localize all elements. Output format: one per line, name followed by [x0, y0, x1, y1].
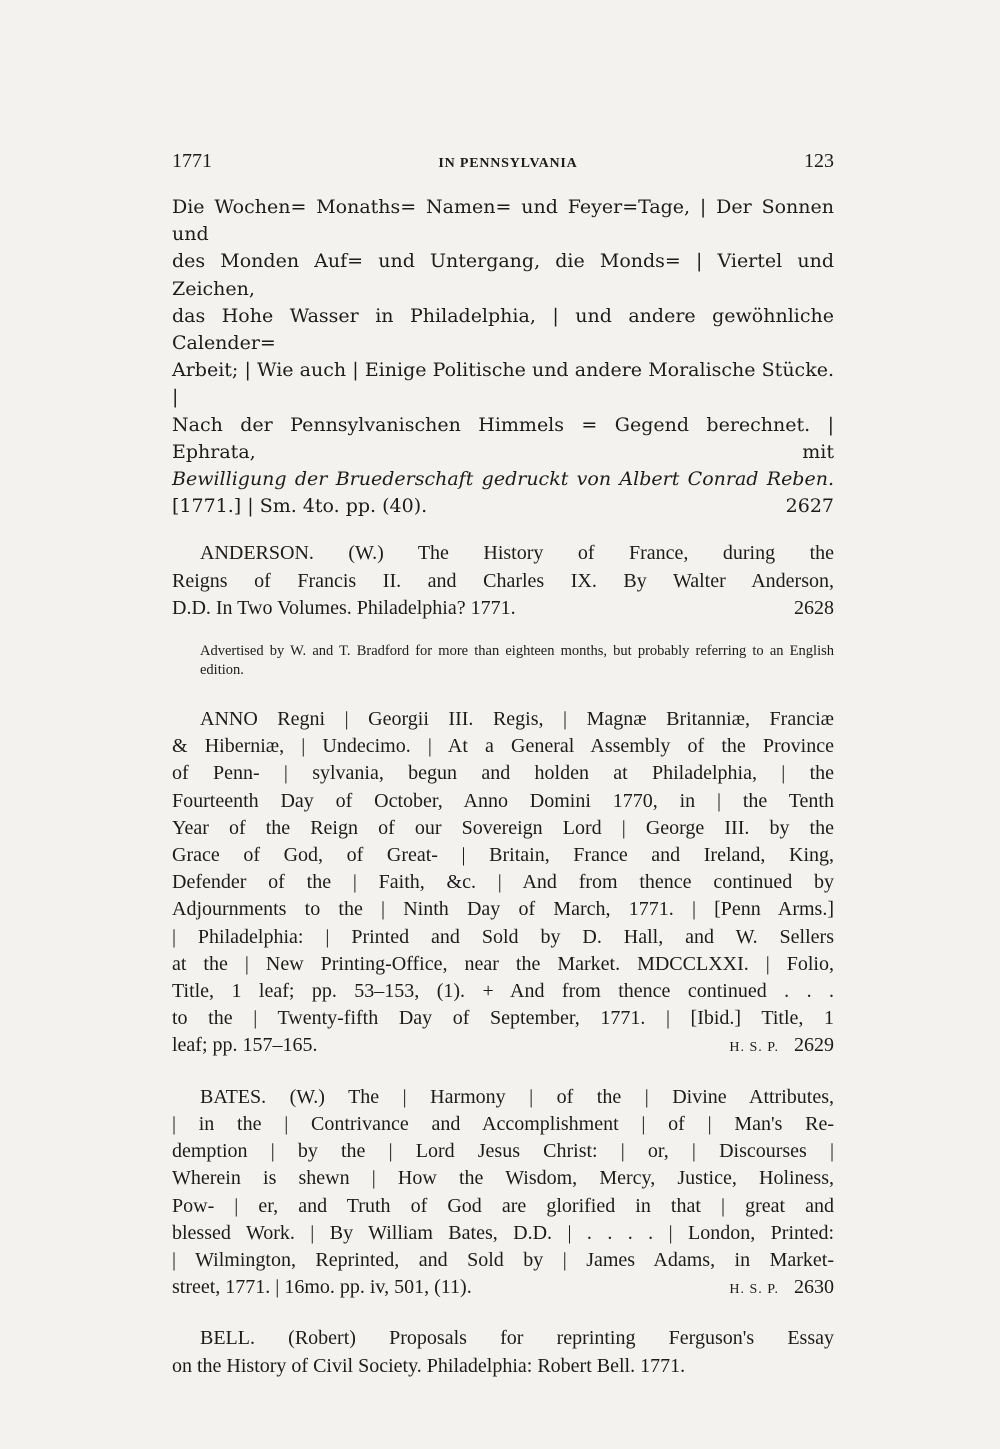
- entry-2630: [172, 1084, 834, 1304]
- entry-line: Adjournments to the | Ninth Day of March, 1771. | [Penn Arms.]: [172, 898, 834, 921]
- entry-number: 2630: [794, 1276, 834, 1299]
- entry-line: das Hohe Wasser in Philadelphia, | und andere gewöhnliche Calender=: [172, 304, 834, 355]
- entry-line: Title, 1 leaf; pp. 53–153, (1). + And from thence continued . . .: [172, 980, 834, 1003]
- entry-last-text: [1771.] | Sm. 4to. pp. (40).: [172, 495, 428, 518]
- entry-line: to the | Twenty-fifth Day of September, 1771. | [Ibid.] Title, 1: [172, 1007, 834, 1030]
- entry-last-line: [172, 1274, 834, 1303]
- entry-number: 2629: [794, 1034, 834, 1057]
- entry-2629: [172, 706, 834, 1062]
- entry-2628: [172, 540, 834, 622]
- entry-last-text: D.D. In Two Volumes. Philadelphia? 1771.: [172, 596, 516, 619]
- entry-line: Bewilligung der Bruederschaft gedruckt von Albert Conrad Reben.: [172, 468, 834, 491]
- entry-line: ANDERSON. (W.) The History of France, during the: [200, 542, 834, 565]
- entry-line: Year of the Reign of our Sovereign Lord | George III. by the: [172, 816, 834, 839]
- entry-line: Reigns of Francis II. and Charles IX. By Walter Anderson,: [172, 569, 834, 592]
- entry-last-line: [172, 1353, 834, 1380]
- entry-number: 2628: [794, 596, 834, 619]
- entry-line: Nach der Pennsylvanischen Himmels = Gegend berechnet. | Ephrata, mit: [172, 413, 834, 463]
- entry-line: ANNO Regni | Georgii III. Regis, | Magnæ Britanniæ, Franciæ: [200, 708, 834, 731]
- entry-line: demption | by the | Lord Jesus Christ: | or, | Discourses |: [172, 1140, 834, 1163]
- entry-line: blessed Work. | By William Bates, D.D. | . . . . | London, Printed:: [172, 1221, 834, 1244]
- entry-line: Defender of the | Faith, &c. | And from thence continued by: [172, 871, 834, 894]
- entry-location-number: [729, 1274, 834, 1303]
- entry-2627: [172, 194, 834, 520]
- entry-line: BELL. (Robert) Proposals for reprinting Ferguson's Essay: [200, 1327, 834, 1350]
- entry-line: | Philadelphia: | Printed and Sold by D. Hall, and W. Sellers: [172, 925, 834, 948]
- entry-last-line: [172, 493, 834, 520]
- entry-last-text: leaf; pp. 157–165.: [172, 1034, 318, 1057]
- entry-note: Advertised by W. and T. Bradford for more than eighteen months, but probably referring to an English edition.: [200, 643, 834, 679]
- entry-location-number: [729, 1032, 834, 1061]
- entry-line: Arbeit; | Wie auch | Einige Politische und andere Moralische Stücke. |: [172, 359, 834, 409]
- entry-line: | Wilmington, Reprinted, and Sold by | James Adams, in Market-: [172, 1248, 834, 1271]
- entry-last-text: street, 1771. | 16mo. pp. iv, 501, (11).: [172, 1276, 472, 1299]
- entry-line: Fourteenth Day of October, Anno Domini 1770, in | the Tenth: [172, 789, 834, 812]
- entry-last-line: [172, 1032, 834, 1061]
- library-location: H. S. P.: [729, 1040, 779, 1056]
- entry-line: Grace of God, of Great- | Britain, France and Ireland, King,: [172, 844, 834, 867]
- running-header: [172, 150, 834, 190]
- entry-line: & Hiberniæ, | Undecimo. | At a General Assembly of the Province: [172, 735, 834, 758]
- entry-last-line: [172, 595, 834, 622]
- entry-number: 2627: [785, 495, 834, 518]
- entry-line: Die Wochen= Monaths= Namen= und Feyer=Tage, | Der Sonnen und: [172, 196, 834, 246]
- entry-line: BATES. (W.) The | Harmony | of the | Divine Attributes,: [200, 1085, 834, 1108]
- entry-line: des Monden Auf= und Untergang, die Monds= | Viertel und Zeichen,: [172, 250, 834, 300]
- entry-last-text: on the History of Civil Society. Philadelphia: Robert Bell. 1771.: [172, 1354, 686, 1377]
- entry-line: Wherein is shewn | How the Wisdom, Mercy, Justice, Holiness,: [172, 1167, 834, 1190]
- header-title: IN PENNSYLVANIA: [438, 156, 578, 171]
- library-location: H. S. P.: [729, 1282, 779, 1298]
- entry-line: Pow- | er, and Truth of God are glorified in that | great and: [172, 1194, 834, 1217]
- book-page: [172, 150, 834, 1380]
- entry-line: | in the | Contrivance and Accomplishment | of | Man's Re-: [172, 1112, 834, 1135]
- entry-bell: [172, 1325, 834, 1379]
- page-number: 123: [803, 150, 834, 172]
- header-year: 1771: [172, 150, 212, 172]
- entry-line: of Penn- | sylvania, begun and holden at Philadelphia, | the: [172, 762, 834, 785]
- entry-line: at the | New Printing-Office, near the Market. MDCCLXXI. | Folio,: [172, 952, 834, 975]
